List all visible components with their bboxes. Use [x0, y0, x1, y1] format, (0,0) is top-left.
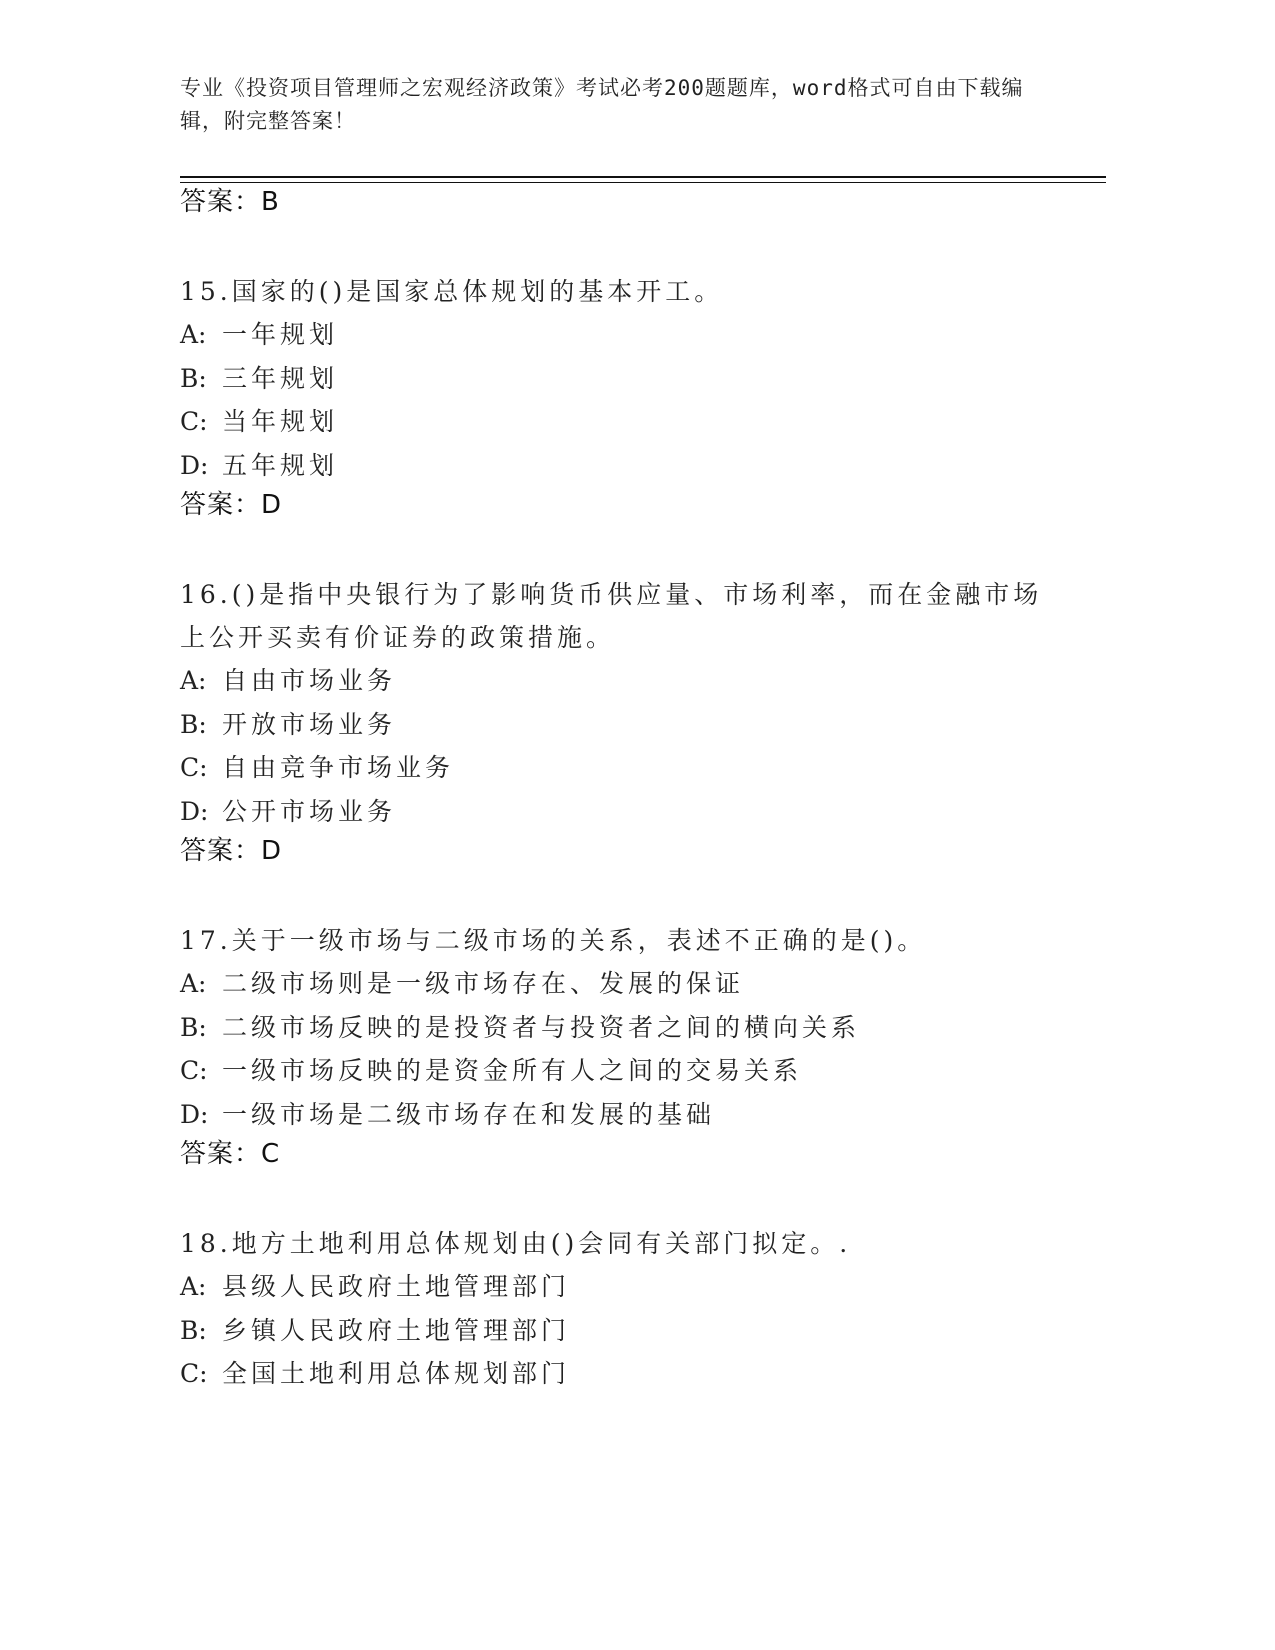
- answer-line: 答案：D: [180, 490, 283, 520]
- option-text: 自由市场业务: [222, 666, 397, 695]
- question-block-18: [180, 1222, 1060, 1396]
- option-letter: D:: [180, 1099, 209, 1129]
- option-letter: B:: [180, 363, 207, 393]
- answer-line: 答案：C: [180, 1139, 281, 1169]
- option-letter: B:: [180, 1315, 207, 1345]
- document-content: [180, 186, 1060, 1396]
- option-letter: A:: [180, 969, 207, 998]
- option-letter: D:: [180, 796, 209, 826]
- option-letter: A:: [180, 320, 207, 349]
- option-text: 一级市场反映的是资金所有人之间的交易关系: [222, 1056, 803, 1085]
- question-text: 16.()是指中央银行为了影响货币供应量、市场利率，而在金融市场上公开买卖有价证券的政策措施。: [180, 580, 1043, 652]
- option-text: 二级市场则是一级市场存在、发展的保证: [222, 969, 745, 998]
- option-b: [180, 357, 1060, 401]
- option-letter: B:: [180, 1012, 207, 1042]
- option-text: 全国土地利用总体规划部门: [222, 1359, 571, 1388]
- option-text: 二级市场反映的是投资者与投资者之间的横向关系: [222, 1012, 861, 1042]
- option-letter: D:: [180, 450, 209, 480]
- option-d: [180, 790, 1060, 834]
- question-text: 18.地方土地利用总体规划由()会同有关部门拟定。.: [180, 1229, 852, 1258]
- option-text: 一年规划: [222, 320, 339, 349]
- page-header: 专业《投资项目管理师之宏观经济政策》考试必考200题题库，word格式可自由下载编辑，附完整答案！: [180, 76, 1024, 133]
- option-letter: C:: [180, 1056, 208, 1085]
- option-a: [180, 313, 1060, 357]
- question-block-15: [180, 270, 1060, 521]
- option-b: [180, 1309, 1060, 1353]
- option-text: 自由竞争市场业务: [222, 753, 455, 782]
- question-block-17: [180, 919, 1060, 1170]
- option-text: 县级人民政府土地管理部门: [222, 1272, 571, 1301]
- option-text: 开放市场业务: [222, 709, 397, 739]
- option-text: 乡镇人民政府土地管理部门: [222, 1315, 571, 1345]
- answer-line: 答案：D: [180, 836, 283, 866]
- option-c: [180, 1352, 1060, 1396]
- option-c: [180, 400, 1060, 444]
- option-a: [180, 962, 1060, 1006]
- option-letter: A:: [180, 1272, 207, 1301]
- question-text: 15.国家的()是国家总体规划的基本开工。: [180, 277, 724, 306]
- question-text: 17.关于一级市场与二级市场的关系，表述不正确的是()。: [180, 926, 927, 955]
- header-rule-thick: [180, 176, 1106, 178]
- header-rule-thin: [180, 182, 1106, 183]
- question-block-16: [180, 573, 1060, 867]
- option-c: [180, 1049, 1060, 1093]
- option-letter: C:: [180, 407, 208, 436]
- option-b: [180, 703, 1060, 747]
- option-b: [180, 1006, 1060, 1050]
- option-text: 五年规划: [222, 450, 339, 480]
- option-d: [180, 1093, 1060, 1137]
- option-letter: C:: [180, 753, 208, 782]
- option-letter: A:: [180, 666, 207, 695]
- option-a: [180, 1265, 1060, 1309]
- option-letter: C:: [180, 1359, 208, 1388]
- option-a: [180, 659, 1060, 703]
- option-text: 一级市场是二级市场存在和发展的基础: [222, 1099, 716, 1129]
- option-letter: B:: [180, 709, 207, 739]
- option-text: 三年规划: [222, 363, 339, 393]
- option-text: 当年规划: [222, 407, 339, 436]
- option-text: 公开市场业务: [222, 796, 397, 826]
- answer-line: 答案：B: [180, 187, 280, 217]
- option-d: [180, 444, 1060, 488]
- option-c: [180, 746, 1060, 790]
